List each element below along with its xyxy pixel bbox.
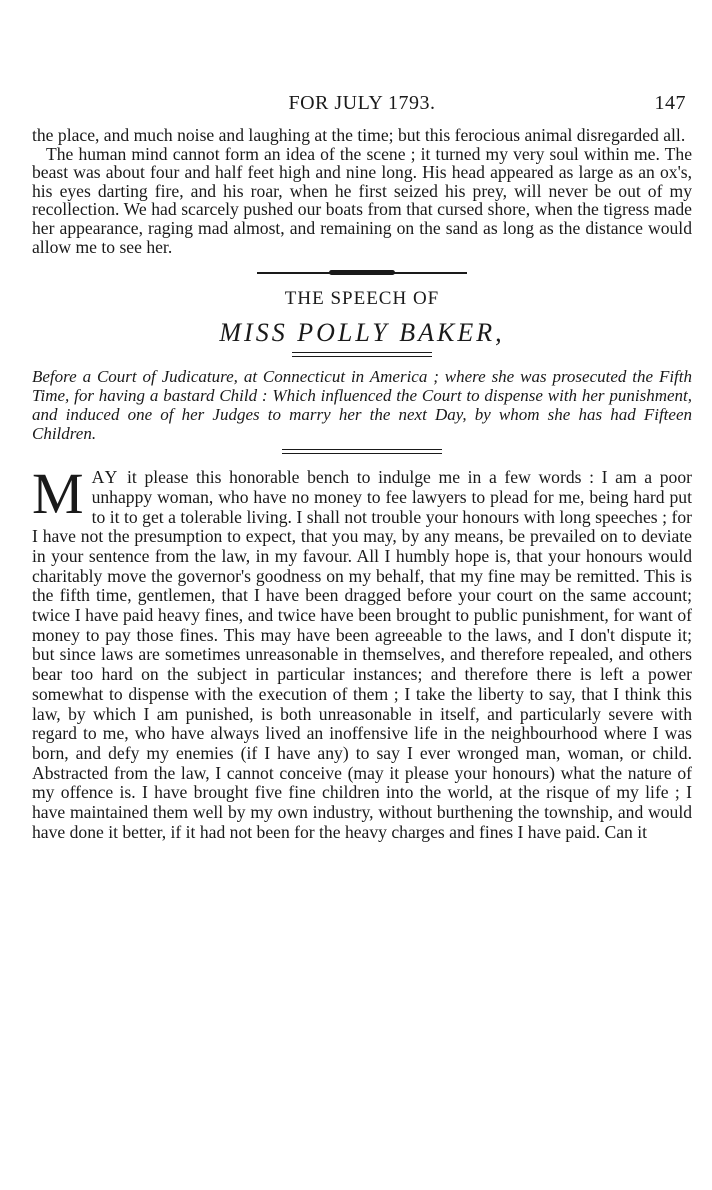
ornamental-rule-center [329,270,395,275]
speech-text: it please this honorable bench to indulge me in a few words : I am a poor unhappy woman, who have no money to fee lawyers to plead for me, being hard put to it to get a tolerable living. I shall not trouble your honours with long speeches ; for I have not the presumption to expect, that you may, by any means, be prevailed on to deviate in your sentence from the law, in my favour. All I humbly hope is, that your honours would charitably move the governor's goodness on my behalf, that my fine may be remitted. This is the fifth time, gentlemen, that I have been dragged before your court on the same account; twice I have paid heavy fines, and twice have been brought to public punishment, for want of money to pay those fines. This may have been agreeable to the laws, and I don't dispute it; but since laws are sometimes unreasonable in themselves, and therefore repealed, and others bear too hard on the subject in particular instances; and therefore there is left a power somewhat to dispense with the execution of them ; I take the liberty to say, that I think this law, by which I am punished, is both unreasonable in itself, and particularly severe with regard to me, who have always lived an inoffensive life in the neighbourhood where I was born, and defy my enemies (if I have any) to say I ever wronged man, woman, or child. Abstracted from the law, I cannot conceive (may it please your honours) what the nature of my offence is. I have brought five fine children into the world, at the risque of my life ; I have maintained them well by my own industry, without burthening the township, and would have done it better, if it had not been for the heavy charges and fines I have paid. Can it [32,467,692,842]
ornamental-rule [257,270,467,276]
previous-article-paragraph-2: The human mind cannot form an idea of the scene ; it turned my very soul within me. The beast was about four and half feet high and nine long. His head appeared as large as an ox's, his eyes darting fire, and his roar, when he first seized his prey, will never be out of my recollection. We had scarcely pushed our boats from that cursed shore, when the tigress made her appearance, raging mad almost, and remaining on the sand as long as the distance would allow me to see her. [32,143,692,257]
page-number: 147 [654,92,686,114]
running-head [32,92,692,126]
title-double-rule [292,352,432,357]
subtitle-double-rule [282,449,442,454]
speech-body [32,461,692,842]
magazine-page [32,92,692,843]
article-title-name: MISS POLLY BAKER, [219,318,505,348]
drop-cap: M [32,461,84,527]
first-word-caps: AY [91,467,120,488]
article-subtitle: Before a Court of Judicature, at Connecticut in America ; where she was prosecuted the Fifth Time, for having a bastard Child : Which influenced the Court to dispense with her punishment, and induced one of her Judges to marry her the next Day, by whom she has had Fifteen Children. [32,367,692,444]
previous-article-paragraph-1: the place, and much noise and laughing at the time; but this ferocious animal disregarded all. [32,125,686,145]
running-title: FOR JULY 1793. [288,92,436,114]
article-heading: THE SPEECH OF [284,288,440,310]
